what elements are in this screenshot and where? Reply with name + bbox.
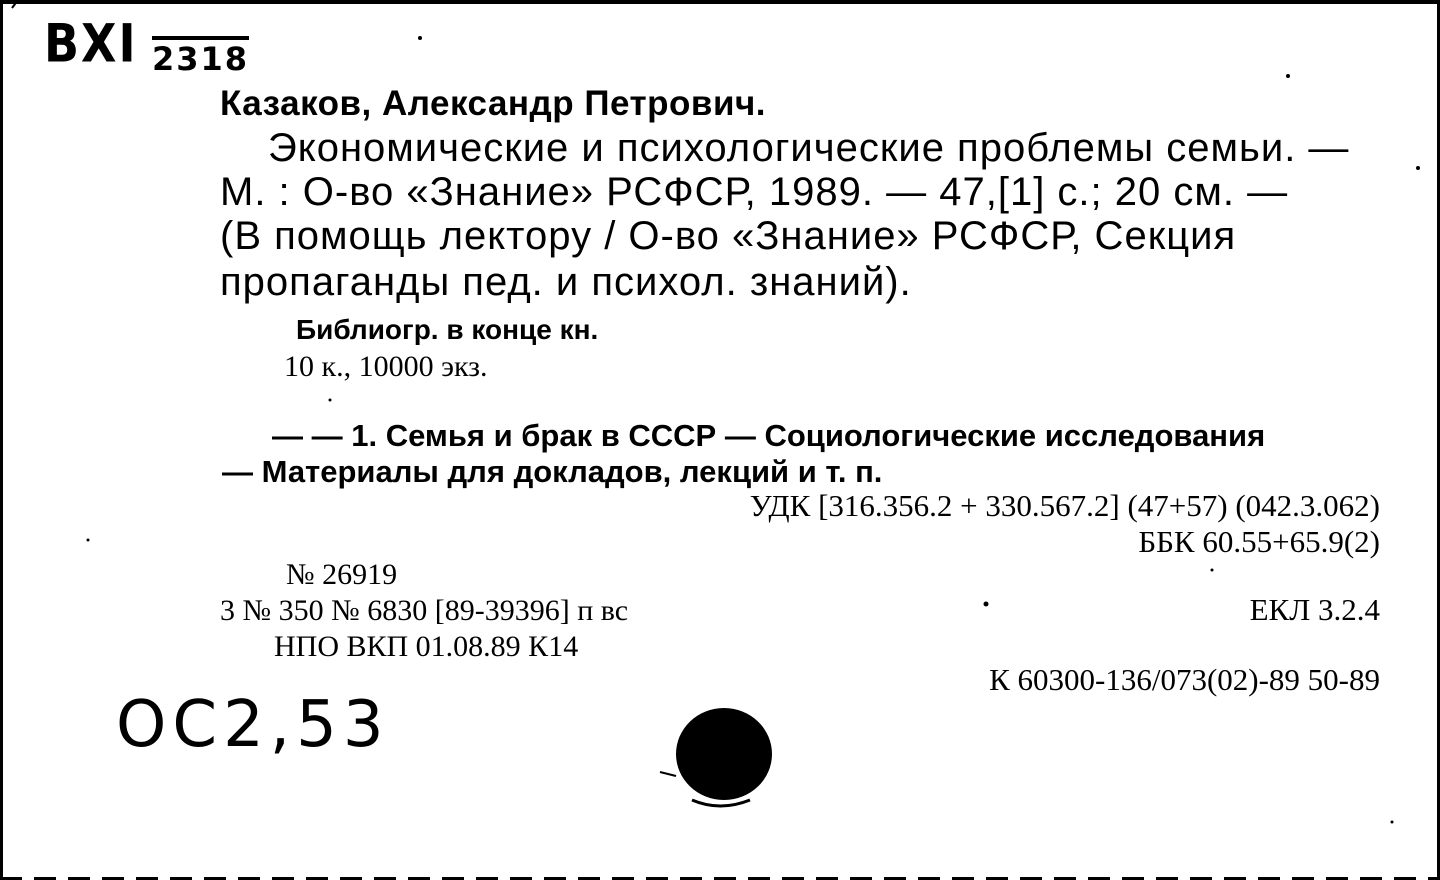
punch-hole [676,708,772,800]
handwritten-number: 2318 [152,36,249,78]
bbk-index: ББК 60.55+65.9(2) [1138,524,1380,559]
bibliography-note: Библиогр. в конце кн. [296,314,599,345]
ekl-index: ЕКЛ 3.2.4 [1249,592,1380,627]
order-number: 3 № 350 № 6830 [89-39396] п вс [220,594,629,627]
subject-heading: — — 1. Семья и брак в СССР — Социологические исследования [272,418,1266,453]
handwritten-code: ВХI [44,11,138,75]
author-heading: Казаков, Александр Петрович. [220,84,767,123]
imprint-line: М. : О-во «Знание» РСФСР, 1989. — 47,[1] с.; 20 см. — [220,170,1289,214]
title-line: Экономические и психологические проблемы семьи. — [268,126,1350,170]
udk-index: УДК [316.356.2 + 330.567.2] (47+57) (042.3.062) [749,488,1380,523]
card-number: № 26919 [286,558,398,591]
series-line-end: пропаганды пед. и психол. знаний). [220,260,912,304]
handwritten-classification: ОС2,53 [116,688,390,762]
series-line: (В помощь лектору / О-во «Знание» РСФСР, Секция [220,214,1237,258]
printer-info: НПО ВКП 01.08.89 К14 [274,630,579,663]
card-top-edge [0,0,1440,4]
k-code: К 60300-136/073(02)-89 50-89 [989,662,1380,697]
subject-subdivision: — Материалы для докладов, лекций и т. п. [222,454,883,489]
card-left-edge [0,0,3,880]
price-print-run: 10 к., 10000 экз. [284,350,488,383]
